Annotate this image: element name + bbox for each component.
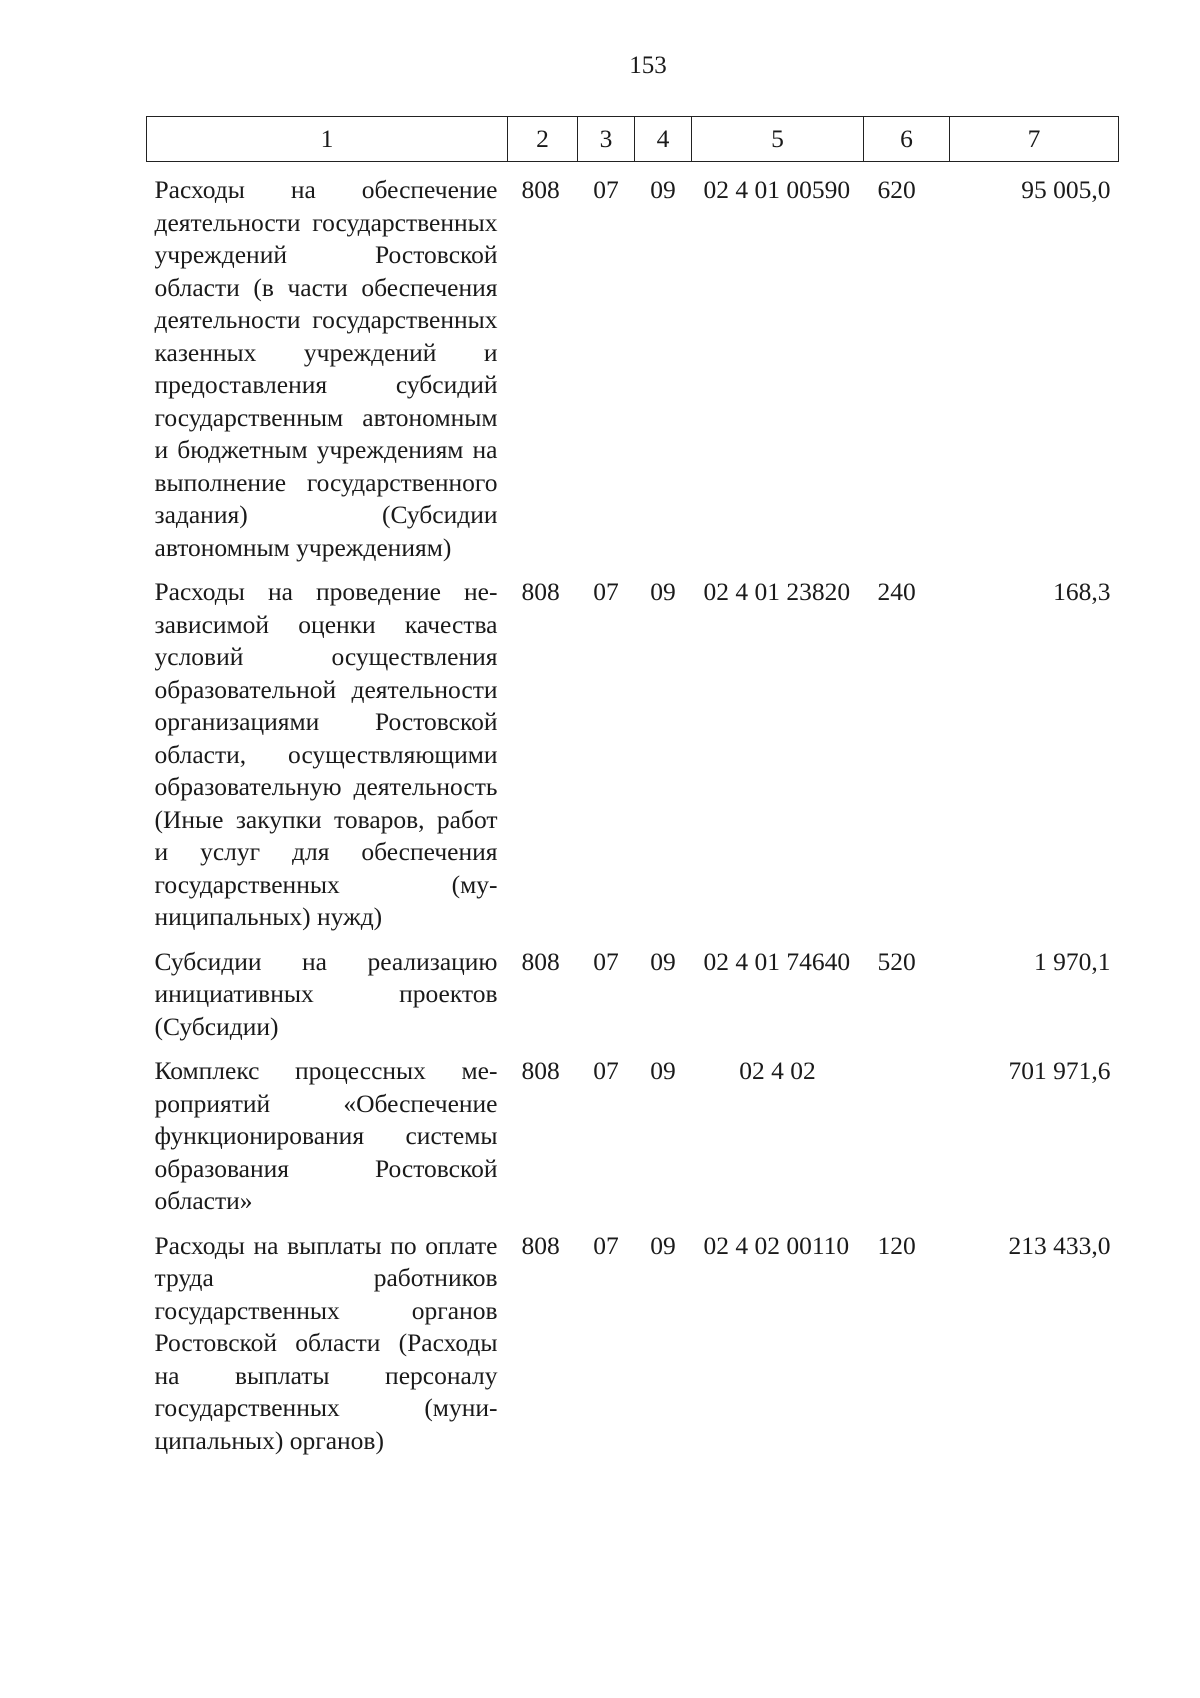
table-row [147,1218,1119,1458]
header-col-6: 6 [864,117,950,162]
row-ministry-code: 808 [521,946,560,976]
row-section: 07 [593,175,619,204]
row-amount: 213 433,0 [1008,1230,1111,1260]
row-subsection: 09 [650,946,676,976]
row-amount: 701 971,6 [1008,1056,1111,1085]
row-target-code: 02 4 02 [739,1056,816,1085]
row-expense-type: 120 [877,1230,916,1260]
row-ministry-code: 808 [521,577,560,606]
row-subsection: 09 [650,1056,676,1085]
row-description: Расходы на выплаты по оплате труда работников государственных органов Ростовской области (Расходы на выплаты персоналу государственных (муниципальных) органов) [154,1230,498,1455]
table-body [147,162,1119,1458]
row-description: Расходы на обеспечение деятельности государственных учреждений Ростовской области (в части обеспечения деятельности государственных казенных учреждений и предоставления субсидий государственным автономным и бюджетным учреждениям на выполнение государственного задания) (Субсидии автономным учреждениям) [154,175,498,562]
row-ministry-code: 808 [521,1230,560,1260]
table-row [147,934,1119,1044]
table-row [147,162,1119,565]
row-subsection: 09 [650,577,676,606]
header-row [147,117,1119,162]
header-col-5: 5 [692,117,864,162]
table-row [147,1043,1119,1218]
row-subsection: 09 [650,1230,676,1260]
header-col-1: 1 [147,117,508,162]
table-row [147,564,1119,934]
row-amount: 168,3 [1053,577,1111,606]
row-section: 07 [593,946,619,976]
table-header [147,117,1119,162]
row-amount: 95 005,0 [1021,175,1111,204]
header-col-2: 2 [508,117,578,162]
row-target-code: 02 4 01 00590 [703,175,851,204]
header-col-7: 7 [950,117,1119,162]
header-col-4: 4 [635,117,692,162]
row-expense-type: 240 [877,577,916,606]
row-section: 07 [593,1056,619,1085]
row-expense-type [864,1043,950,1218]
budget-table [146,116,1119,1457]
row-ministry-code: 808 [521,1056,560,1085]
row-description: Комплекс процессных мероприятий «Обеспечение функционирования системы образования Ростовской области» [154,1056,498,1215]
row-description: Расходы на проведение независимой оценки качества условий осуществления образовательной деятельности организациями Ростовской области, осуществляющими образовательную деятельность (Иные закупки товаров, работ и услуг для обеспечения государственных (муниципальных) нужд) [154,577,498,931]
header-col-3: 3 [578,117,635,162]
row-expense-type: 620 [877,175,916,204]
row-target-code: 02 4 01 74640 [703,946,851,976]
row-ministry-code: 808 [521,175,560,204]
page-number: 153 [629,52,667,79]
row-section: 07 [593,1230,619,1260]
row-description: Субсидии на реализацию инициативных проектов (Субсидии) [154,946,498,1041]
row-expense-type: 520 [877,946,916,976]
row-amount: 1 970,1 [1034,946,1111,976]
row-target-code: 02 4 01 23820 [703,577,851,606]
row-section: 07 [593,577,619,606]
row-target-code: 02 4 02 00110 [703,1230,850,1260]
row-subsection: 09 [650,175,676,204]
